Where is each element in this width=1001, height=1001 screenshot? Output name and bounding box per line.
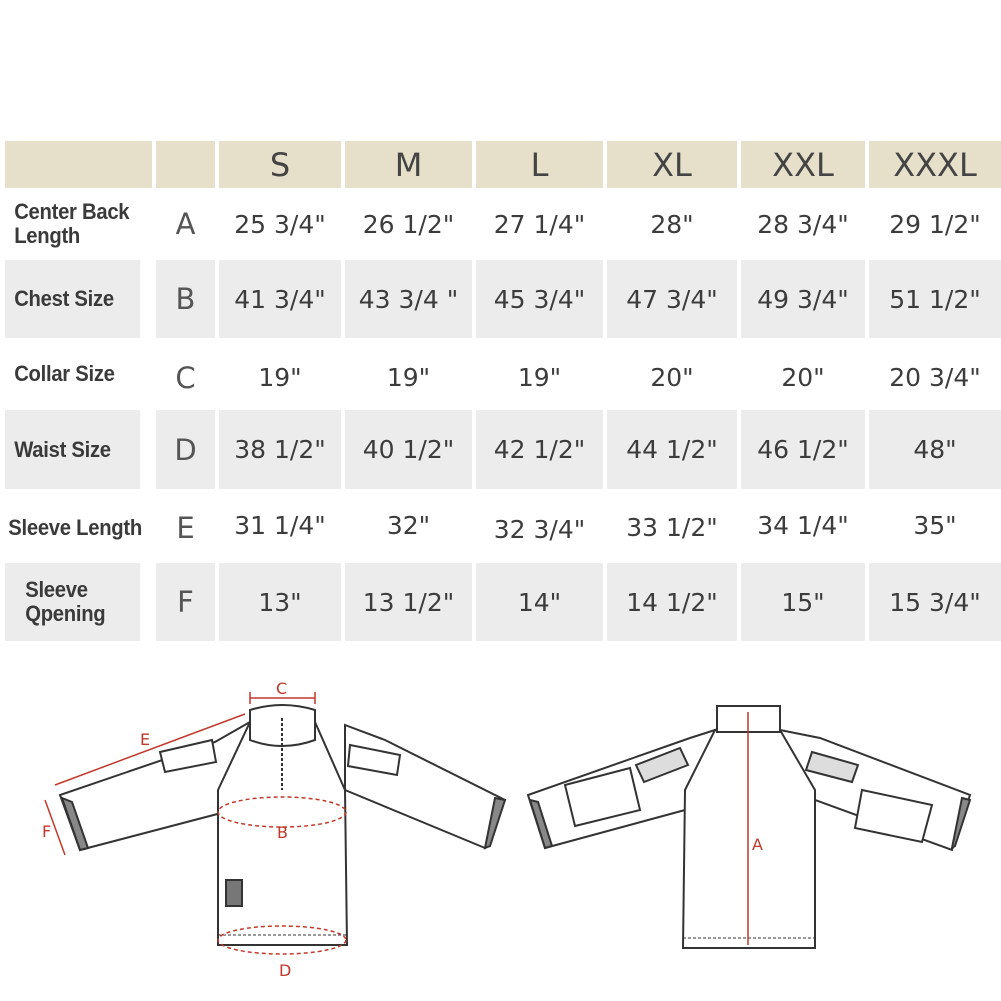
- row-letter-f: F: [156, 563, 215, 641]
- header-size-m: M: [345, 141, 472, 188]
- value-a-xxl: 28 3/4": [741, 192, 865, 256]
- value-b-l: 45 3/4": [476, 260, 603, 338]
- value-d-s: 38 1/2": [219, 410, 341, 489]
- measure-label-c: C: [276, 679, 288, 698]
- value-f-s: 13": [219, 563, 341, 641]
- value-b-xxl: 49 3/4": [741, 260, 865, 338]
- value-a-xxxl: 29 1/2": [869, 192, 1001, 256]
- header-size-xxl: XXL: [741, 141, 865, 188]
- value-c-m: 19": [345, 342, 472, 412]
- value-e-xl: 33 1/2": [607, 493, 737, 561]
- header-size-l: L: [476, 141, 603, 188]
- row-label-line: Sleeve: [25, 577, 88, 602]
- row-label-waist-size: Waist Size: [5, 410, 140, 489]
- shirt-back-illustration: [528, 706, 970, 948]
- value-c-l: 19": [476, 342, 603, 412]
- row-label-collar-size: Collar Size: [5, 342, 143, 406]
- value-f-xl: 14 1/2": [607, 563, 737, 641]
- measure-label-f: F: [42, 822, 52, 841]
- value-a-l: 27 1/4": [476, 192, 603, 256]
- row-label-sleeve-length: Sleeve Length: [0, 493, 147, 563]
- row-label-line: Length: [14, 223, 80, 248]
- row-label-line: Qpening: [25, 601, 106, 626]
- header-blank-label: [5, 141, 152, 188]
- value-e-l: 32 3/4": [476, 493, 603, 565]
- row-label-sleeve-opening: [5, 563, 140, 641]
- value-b-m: 43 3/4 ": [345, 260, 472, 338]
- value-f-xxxl: 15 3/4": [869, 563, 1001, 641]
- value-d-m: 40 1/2": [345, 410, 472, 489]
- value-f-xxl: 15": [741, 563, 865, 641]
- value-c-xxxl: 20 3/4": [869, 342, 1001, 412]
- value-c-xxl: 20": [741, 342, 865, 412]
- header-size-xl: XL: [607, 141, 737, 188]
- value-d-xxl: 46 1/2": [741, 410, 865, 489]
- row-letter-a: A: [156, 192, 215, 256]
- header-size-xxxl: XXXL: [869, 141, 1001, 188]
- value-a-s: 25 3/4": [219, 192, 341, 256]
- row-letter-e: E: [156, 493, 215, 563]
- value-b-xxxl: 51 1/2": [869, 260, 1001, 338]
- header-blank-letter: [156, 141, 215, 188]
- value-a-m: 26 1/2": [345, 192, 472, 256]
- value-f-l: 14": [476, 563, 603, 641]
- value-c-s: 19": [219, 342, 341, 412]
- value-e-xxl: 34 1/4": [741, 493, 865, 557]
- value-e-s: 31 1/4": [219, 493, 341, 557]
- value-b-s: 41 3/4": [219, 260, 341, 338]
- value-a-xl: 28": [607, 192, 737, 256]
- row-label-line: Center Back: [14, 199, 130, 224]
- row-label-center-back-length: [5, 192, 143, 256]
- value-d-xxxl: 48": [869, 410, 1001, 489]
- row-label-chest-size: Chest Size: [5, 260, 140, 338]
- measure-label-a: A: [752, 835, 763, 854]
- value-e-m: 32": [345, 493, 472, 557]
- value-b-xl: 47 3/4": [607, 260, 737, 338]
- row-letter-c: C: [156, 342, 215, 414]
- value-d-xl: 44 1/2": [607, 410, 737, 489]
- value-f-m: 13 1/2": [345, 563, 472, 641]
- measure-label-e: E: [140, 730, 151, 749]
- value-c-xl: 20": [607, 342, 737, 412]
- measure-label-d: D: [279, 961, 292, 980]
- header-size-s: S: [219, 141, 341, 188]
- row-letter-b: B: [156, 260, 215, 338]
- row-letter-d: D: [156, 410, 215, 489]
- garment-measurement-diagram: [0, 670, 1001, 1001]
- measure-label-b: B: [277, 823, 288, 842]
- value-d-l: 42 1/2": [476, 410, 603, 489]
- value-e-xxxl: 35": [869, 493, 1001, 557]
